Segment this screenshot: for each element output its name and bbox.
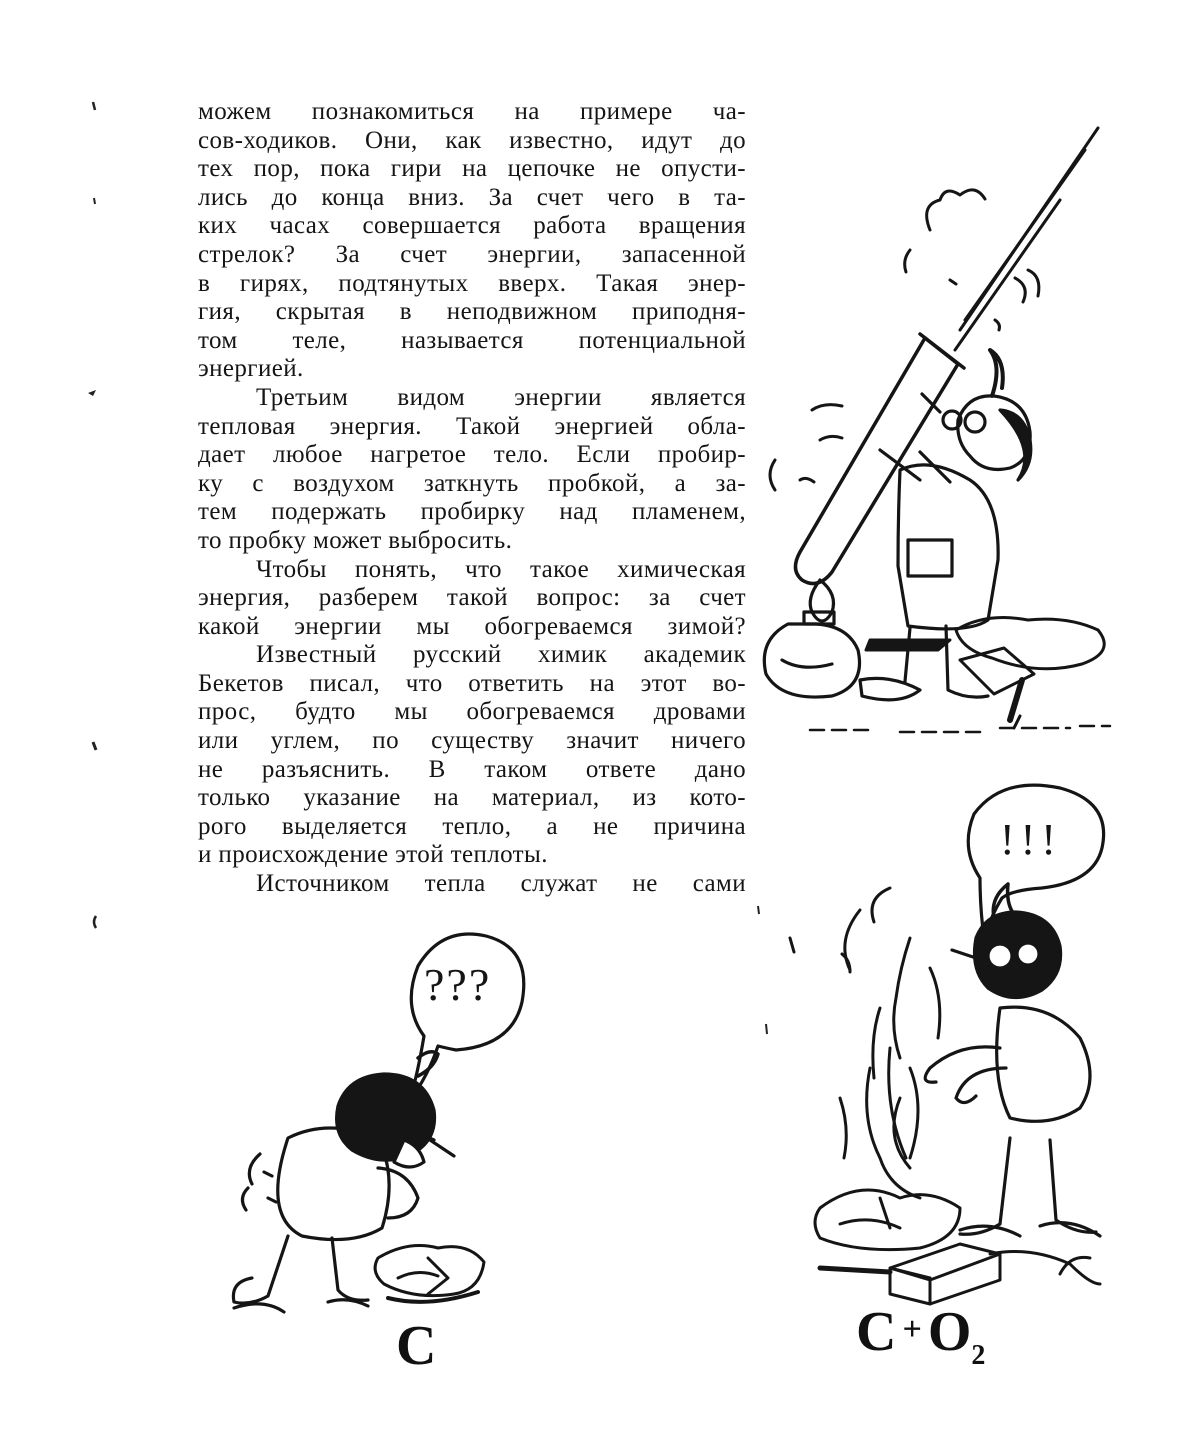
text-line: можем познакомиться на примере ча-	[198, 98, 746, 125]
smoke	[790, 888, 940, 1078]
text-line: Известный русский химик академик	[256, 641, 746, 669]
paragraph-5	[198, 870, 746, 899]
paragraph-3	[198, 556, 746, 642]
text-line: только указание на материал, из кото-	[198, 784, 746, 812]
formula-o-symbol: О	[927, 1301, 972, 1363]
burner	[764, 580, 859, 697]
charcoal-pile	[815, 1190, 960, 1250]
charcoal-pile	[375, 1246, 484, 1302]
text-line: тепловая энергия. Такой энергией обла-	[198, 412, 746, 440]
paragraph-4	[198, 641, 746, 870]
formula-plus: +	[902, 1311, 922, 1348]
text-line: рого выделяется тепло, а не причина	[198, 812, 746, 840]
table-objects	[866, 618, 1104, 728]
puzzled-illustration	[228, 918, 558, 1338]
stopper-trail	[955, 128, 1098, 350]
test-tube-illustration	[760, 120, 1120, 740]
text-line: энергия, разберем такой вопрос: за счет	[198, 584, 746, 612]
text-line: и происхождение этой теплоты.	[198, 841, 548, 869]
text-line: энергией.	[198, 355, 304, 383]
paragraph-2	[198, 384, 746, 556]
text-line: лись до конца вниз. За счет чего в та-	[198, 183, 746, 211]
matchbox	[820, 1244, 1100, 1304]
text-line: тем подержать пробирку над пламенем,	[198, 498, 746, 526]
text-line: ких часах совершается работа вращения	[198, 212, 746, 240]
paragraph-1	[198, 98, 746, 384]
text-line: стрелок? За счет энергии, запасенной	[198, 240, 746, 268]
text-line: Третьим видом энергии является	[256, 383, 746, 411]
text-line: Бекетов писал, что ответить на этот во-	[198, 669, 746, 697]
text-line: дает любое нагретое тело. Если пробир-	[198, 441, 746, 469]
formula-subscript: 2	[971, 1340, 986, 1371]
text-line: не разъяснить. В таком ответе дано	[198, 755, 746, 783]
text-line: Источником тепла служат не сами	[256, 870, 746, 898]
text-line: гия, скрытая в неподвижном приподня-	[198, 298, 746, 326]
text-line: том теле, называется потенциальной	[198, 326, 746, 354]
formula-carbon-plus-oxygen	[856, 1300, 985, 1372]
text-line: сов-ходиков. Они, как известно, идут до	[198, 126, 746, 154]
formula-c-symbol: С	[856, 1301, 897, 1363]
exclamation-marks: !!!	[1000, 815, 1062, 864]
fire	[840, 1048, 920, 1198]
text-line: прос, будто мы обогреваемся дровами	[198, 698, 746, 726]
text-line: в гирях, подтянутых вверх. Такая энер-	[198, 269, 746, 297]
scientist-figure	[925, 884, 1100, 1236]
text-line: Чтобы понять, что такое химическая	[256, 555, 746, 583]
text-line: ку с воздухом заткнуть пробкой, а за-	[198, 469, 746, 497]
text-line: или углем, по существу значит ничего	[198, 727, 746, 755]
body-text-column	[198, 98, 746, 899]
text-line: тех пор, пока гири на цепочке не опусти-	[198, 155, 746, 183]
test-tube	[795, 334, 964, 584]
question-marks: ???	[424, 959, 492, 1010]
formula-carbon: С	[396, 1315, 437, 1377]
text-line: какой энергии мы обогреваемся зимой?	[198, 612, 746, 640]
text-line: то пробку может выбросить.	[198, 526, 513, 554]
warming-illustration	[780, 768, 1140, 1308]
